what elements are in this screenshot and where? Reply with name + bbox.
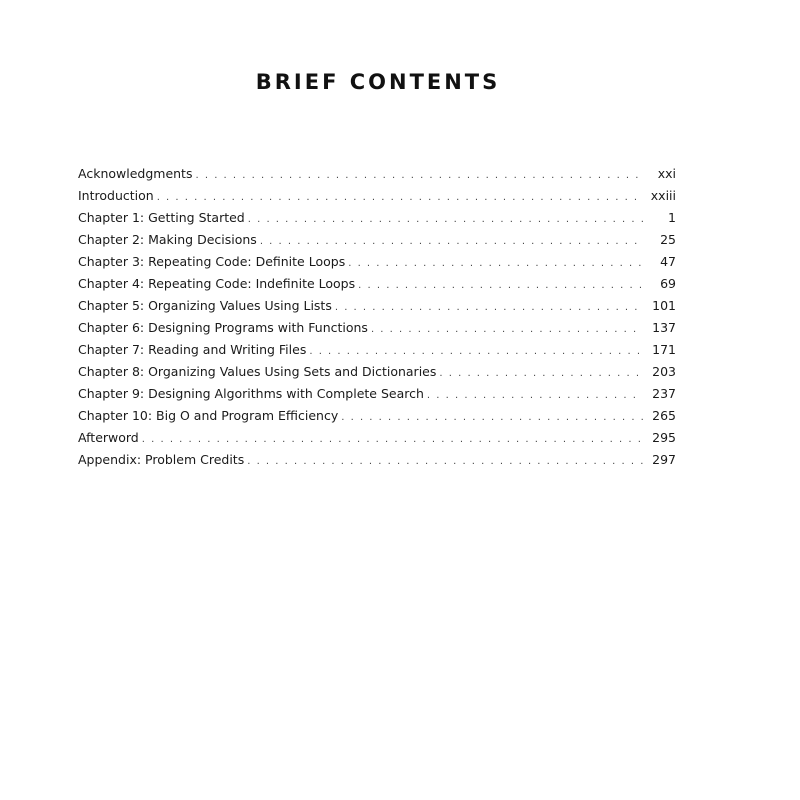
- toc-entry-page: 47: [660, 254, 676, 269]
- dot-leader: [157, 187, 643, 209]
- toc-entry-label: Chapter 5: Organizing Values Using Lists: [78, 298, 332, 313]
- toc-entry-chapter-3: [78, 251, 676, 273]
- toc-entry-page: 69: [660, 276, 676, 291]
- toc-entry-page: xxiii: [650, 188, 676, 203]
- toc-entry-label: Afterword: [78, 430, 139, 445]
- toc-entry-page: xxi: [657, 166, 676, 181]
- toc-entry-page: 137: [652, 320, 676, 335]
- dot-leader: [248, 209, 643, 231]
- dot-leader: [439, 363, 643, 385]
- dot-leader: [348, 253, 643, 275]
- toc-entry-page: 171: [652, 342, 676, 357]
- dot-leader: [142, 429, 643, 451]
- toc-entry-page: 237: [652, 386, 676, 401]
- dot-leader: [195, 165, 643, 187]
- toc-entry-label: Chapter 3: Repeating Code: Definite Loops: [78, 254, 346, 269]
- toc-entry-chapter-4: [78, 273, 676, 295]
- toc-entry-chapter-5: [78, 295, 676, 317]
- toc-entry-label: Chapter 9: Designing Algorithms with Complete Search: [78, 386, 424, 401]
- toc-entry-label: Chapter 7: Reading and Writing Files: [78, 342, 307, 357]
- toc-entry-acknowledgments: [78, 163, 676, 185]
- toc-entry-page: 297: [652, 452, 676, 467]
- toc-entry-label: Chapter 6: Designing Programs with Functions: [78, 320, 368, 335]
- dot-leader: [371, 319, 643, 341]
- page-title: BRIEF CONTENTS: [255, 70, 501, 94]
- dot-leader: [247, 451, 643, 473]
- toc-entry-page: 25: [660, 232, 676, 247]
- toc-entry-page: 1: [668, 210, 676, 225]
- toc-entry-page: 101: [652, 298, 676, 313]
- toc-entry-chapter-7: [78, 339, 676, 361]
- toc-entry-label: Appendix: Problem Credits: [78, 452, 245, 467]
- toc-entry-label: Acknowledgments: [78, 166, 193, 181]
- toc-entry-label: Chapter 1: Getting Started: [78, 210, 245, 225]
- toc-entry-chapter-6: [78, 317, 676, 339]
- dot-leader: [335, 297, 643, 319]
- dot-leader: [358, 275, 643, 297]
- toc-entry-label: Chapter 10: Big O and Program Efficiency: [78, 408, 339, 423]
- toc-entry-chapter-2: [78, 229, 676, 251]
- dot-leader: [260, 231, 643, 253]
- dot-leader: [341, 407, 643, 429]
- toc-entry-page: 295: [652, 430, 676, 445]
- toc-entry-label: Chapter 8: Organizing Values Using Sets and Dictionaries: [78, 364, 437, 379]
- dot-leader: [309, 341, 643, 363]
- toc-entry-label: Chapter 2: Making Decisions: [78, 232, 257, 247]
- toc-entry-chapter-10: [78, 405, 676, 427]
- toc-entry-label: Introduction: [78, 188, 154, 203]
- toc-entry-appendix: [78, 449, 676, 471]
- toc-entry-chapter-1: [78, 207, 676, 229]
- toc-entry-chapter-8: [78, 361, 676, 383]
- dot-leader: [427, 385, 643, 407]
- toc-entry-chapter-9: [78, 383, 676, 405]
- toc-entry-page: 265: [652, 408, 676, 423]
- table-of-contents: [78, 163, 676, 471]
- toc-entry-label: Chapter 4: Repeating Code: Indefinite Loops: [78, 276, 356, 291]
- toc-entry-introduction: [78, 185, 676, 207]
- toc-entry-afterword: [78, 427, 676, 449]
- toc-entry-page: 203: [652, 364, 676, 379]
